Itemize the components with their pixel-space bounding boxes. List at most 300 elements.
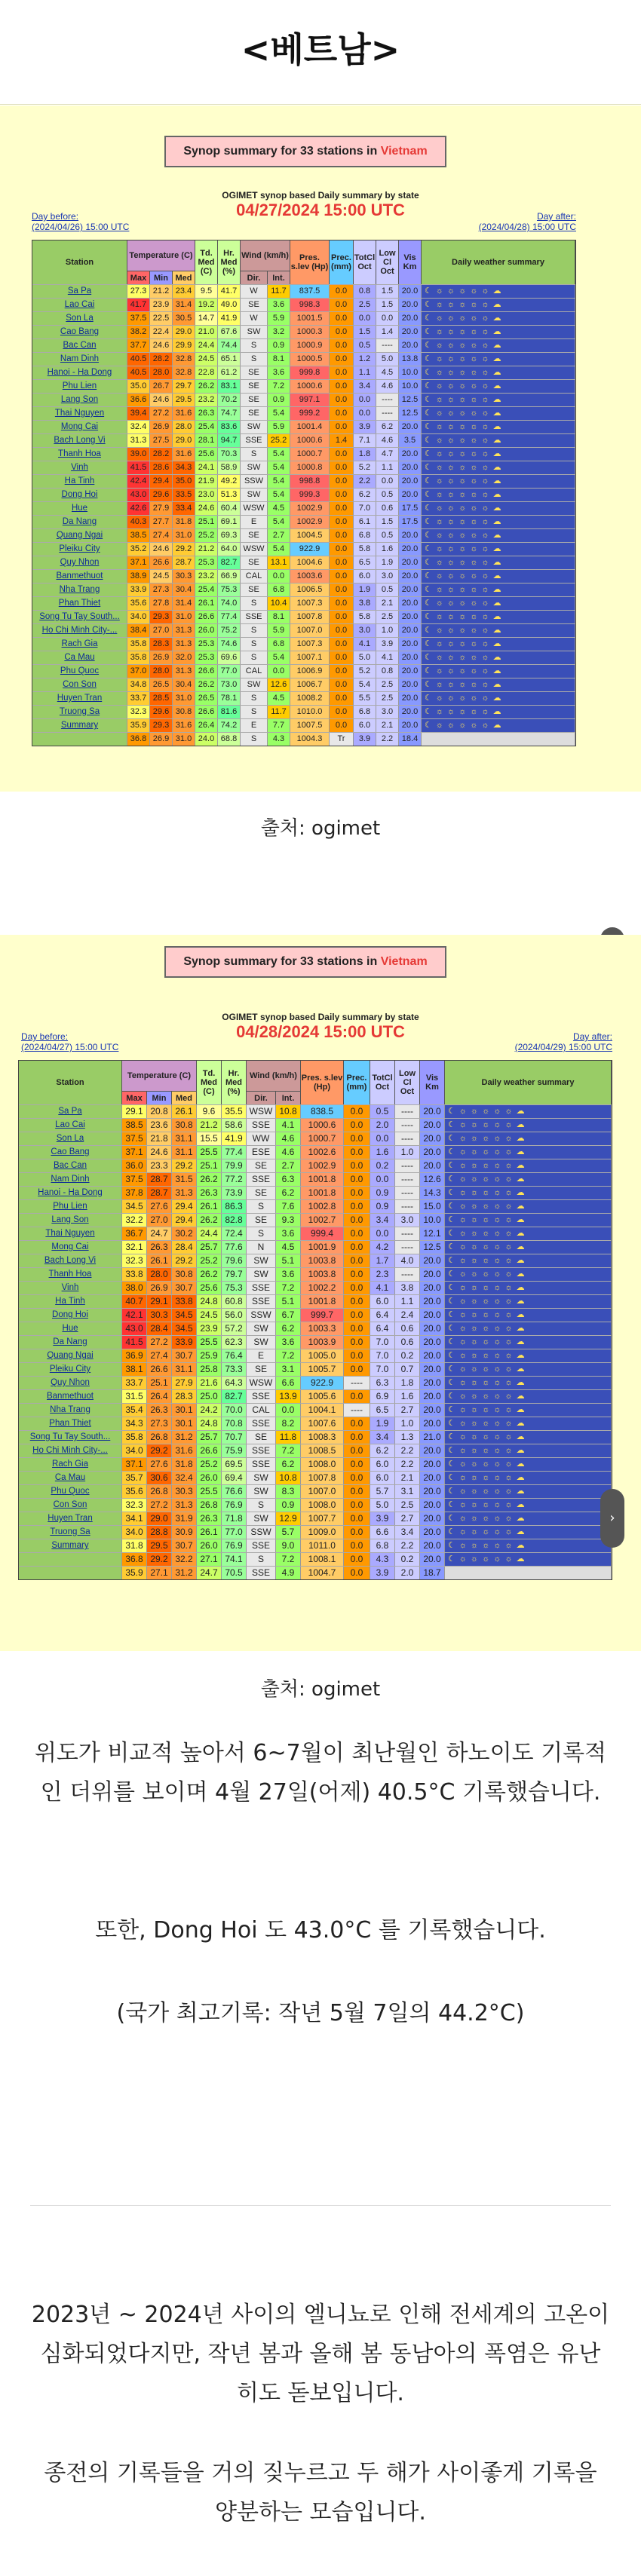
column-header-station: Station <box>19 1061 122 1104</box>
table-cell: 33.7 <box>127 692 150 705</box>
station-link[interactable]: Quang Ngai <box>32 529 127 542</box>
table-cell: 2.1 <box>395 1472 420 1484</box>
table-cell: S <box>241 624 268 637</box>
station-link[interactable]: Bach Long Vi <box>32 434 127 447</box>
station-link[interactable]: Thai Nguyen <box>19 1227 122 1240</box>
table-cell: 31.3 <box>127 434 150 447</box>
table-cell: 26.8 <box>147 1485 172 1498</box>
table-cell: 22.5 <box>150 312 173 325</box>
table-cell: 24.4 <box>195 339 218 352</box>
table-cell: 69.6 <box>218 651 241 664</box>
table-row <box>19 1159 612 1172</box>
station-link[interactable]: Lao Cai <box>32 299 127 311</box>
weather-summary-icons: ☾ ☼ ☼ ☼ ☼ ☼ ☁ <box>422 638 575 651</box>
table-cell: E <box>241 516 268 528</box>
table-cell: 28.7 <box>173 556 195 569</box>
table-cell: 0.0 <box>330 584 354 596</box>
table-cell: 4.5 <box>268 692 290 705</box>
station-link[interactable]: Nam Dinh <box>32 353 127 366</box>
station-link[interactable]: Ha Tinh <box>19 1295 122 1308</box>
table-cell: 20.0 <box>399 448 422 461</box>
station-link[interactable]: Nha Trang <box>19 1404 122 1417</box>
table-cell: 26.9 <box>150 733 173 746</box>
table-row <box>32 515 575 528</box>
station-link[interactable]: Phan Thiet <box>32 597 127 610</box>
table-cell: 34.0 <box>127 611 150 623</box>
station-link[interactable]: Con Son <box>19 1499 122 1512</box>
station-link[interactable]: Son La <box>19 1132 122 1145</box>
table-cell: 28.5 <box>150 692 173 705</box>
table-cell: SW <box>241 326 268 338</box>
table-cell: Tr <box>330 733 354 746</box>
table-cell: 69.4 <box>222 1472 247 1484</box>
table-cell: 27.1 <box>197 1553 222 1566</box>
table-cell: 35.8 <box>127 651 150 664</box>
table-cell: 20.0 <box>420 1512 445 1525</box>
station-link[interactable]: Dong Hoi <box>19 1309 122 1322</box>
table-cell: 21.6 <box>197 1377 222 1389</box>
table-row <box>19 1132 612 1145</box>
table-cell: 0.0 <box>344 1282 370 1294</box>
table-cell: 1.7 <box>370 1254 395 1267</box>
table-cell: 74.6 <box>218 638 241 651</box>
table-cell: 20.0 <box>399 285 422 298</box>
table-cell: 1008.1 <box>301 1553 344 1566</box>
table-cell: 25.8 <box>197 1363 222 1376</box>
station-link[interactable]: Phu Quoc <box>32 665 127 678</box>
table-cell: 23.3 <box>147 1159 172 1172</box>
table-cell: 76.9 <box>222 1539 247 1552</box>
station-link[interactable]: Phu Quoc <box>19 1485 122 1498</box>
scroll-handle-icon[interactable]: › <box>600 1489 624 1548</box>
table-cell: 5.8 <box>354 611 376 623</box>
weather-summary-icons: ☾ ☼ ☼ ☼ ☼ ☼ ☁ <box>422 339 575 352</box>
table-cell: 2.5 <box>376 611 399 623</box>
table-cell: SSW <box>241 475 268 488</box>
table-cell: 25.6 <box>197 1282 222 1294</box>
table-cell: 32.1 <box>122 1241 147 1254</box>
table-cell: 12.5 <box>420 1241 445 1254</box>
station-link[interactable] <box>19 1553 122 1566</box>
table-cell: SE <box>241 529 268 542</box>
station-link[interactable]: Con Son <box>32 678 127 691</box>
station-link[interactable]: Huyen Tran <box>19 1512 122 1525</box>
table-cell: 26.6 <box>195 665 218 678</box>
table-cell: 37.1 <box>122 1458 147 1471</box>
table-cell: 69.1 <box>218 516 241 528</box>
table-cell: 999.8 <box>290 366 330 379</box>
weather-summary-icons: ☾ ☼ ☼ ☼ ☼ ☼ ☁ <box>445 1390 612 1403</box>
day-after-link[interactable] <box>479 211 576 232</box>
table-cell: 4.5 <box>376 366 399 379</box>
table-cell: 1.1 <box>354 366 376 379</box>
table-cell: S <box>241 339 268 352</box>
table-cell: 30.3 <box>147 1309 172 1322</box>
table-cell: 11.7 <box>268 285 290 298</box>
table-cell: 5.2 <box>354 461 376 474</box>
station-link[interactable]: Lang Son <box>19 1214 122 1227</box>
table-cell: 3.5 <box>399 434 422 447</box>
table-cell: 33.5 <box>173 489 195 501</box>
table-cell: 49.0 <box>218 299 241 311</box>
table-cell: 26.4 <box>147 1390 172 1403</box>
table-cell: 33.9 <box>172 1336 197 1349</box>
table-cell: 14.3 <box>420 1187 445 1199</box>
station-link[interactable]: Vinh <box>19 1282 122 1294</box>
station-link[interactable]: Ca Mau <box>19 1472 122 1484</box>
table-cell: 30.4 <box>173 678 195 691</box>
table-cell: S <box>241 692 268 705</box>
station-link[interactable]: Bac Can <box>19 1159 122 1172</box>
table-cell: 23.9 <box>150 299 173 311</box>
station-link[interactable]: Da Nang <box>19 1336 122 1349</box>
table-cell: 12.6 <box>420 1173 445 1186</box>
table-cell: 26.3 <box>197 1187 222 1199</box>
station-link[interactable]: Mong Cai <box>19 1241 122 1254</box>
table-cell: 26.3 <box>147 1404 172 1417</box>
table-cell: 27.3 <box>147 1417 172 1430</box>
table-cell: 0.0 <box>330 380 354 393</box>
table-cell: 4.2 <box>370 1241 395 1254</box>
station-link[interactable]: Summary <box>32 719 127 732</box>
table-cell: 25.2 <box>197 1254 222 1267</box>
table-cell: 1000.6 <box>301 1119 344 1132</box>
table-row <box>19 1471 612 1484</box>
station-link[interactable]: Ha Tinh <box>32 475 127 488</box>
table-cell: 29.7 <box>173 380 195 393</box>
table-row <box>32 284 575 298</box>
table-cell: 38.4 <box>127 624 150 637</box>
table-cell: 27.2 <box>147 1499 172 1512</box>
table-cell: 3.6 <box>276 1336 301 1349</box>
table-cell: 26.2 <box>197 1268 222 1281</box>
station-link[interactable]: Banmethuot <box>19 1390 122 1403</box>
weather-summary-icons: ☾ ☼ ☼ ☼ ☼ ☼ ☁ <box>422 448 575 461</box>
table-cell: 1.4 <box>376 326 399 338</box>
station-link[interactable]: Thanh Hoa <box>32 448 127 461</box>
weather-summary-icons: ☾ ☼ ☼ ☼ ☼ ☼ ☁ <box>422 461 575 474</box>
table-cell: 33.9 <box>127 584 150 596</box>
table-cell: 20.0 <box>420 1417 445 1430</box>
table-cell: 74.1 <box>222 1553 247 1566</box>
station-link[interactable]: Vinh <box>32 461 127 474</box>
station-link[interactable]: Hanoi - Ha Dong <box>19 1187 122 1199</box>
table-row <box>32 637 575 651</box>
column-header-dir: Dir. <box>247 1091 276 1104</box>
table-row <box>19 1281 612 1294</box>
table-cell: 27.1 <box>147 1567 172 1579</box>
table-cell: 7.6 <box>276 1200 301 1213</box>
station-link[interactable]: Da Nang <box>32 516 127 528</box>
table-cell: 1003.8 <box>301 1268 344 1281</box>
station-link[interactable]: Quy Nhon <box>32 556 127 569</box>
day-before-link[interactable] <box>32 211 129 232</box>
table-cell: 83.6 <box>218 421 241 433</box>
table-cell: 34.1 <box>122 1512 147 1525</box>
table-cell: 70.7 <box>222 1431 247 1444</box>
table-cell: 18.4 <box>399 733 422 746</box>
station-link[interactable]: Bac Can <box>32 339 127 352</box>
table-cell: 77.6 <box>222 1241 247 1254</box>
table-cell: 1005.6 <box>301 1390 344 1403</box>
weather-summary-icons: ☾ ☼ ☼ ☼ ☼ ☼ ☁ <box>422 543 575 556</box>
station-link[interactable]: Hanoi - Ha Dong <box>32 366 127 379</box>
table-cell: SE <box>247 1159 276 1172</box>
table-cell: 40.5 <box>127 366 150 379</box>
table-cell: 0.0 <box>344 1526 370 1539</box>
table-cell: 1007.6 <box>301 1417 344 1430</box>
table-cell: SE <box>241 366 268 379</box>
station-link[interactable]: Phu Lien <box>19 1200 122 1213</box>
station-link[interactable]: Phan Thiet <box>19 1417 122 1430</box>
table-cell: 38.5 <box>127 529 150 542</box>
table-cell: 36.7 <box>122 1227 147 1240</box>
table-row <box>19 1417 612 1430</box>
table-cell: SE <box>241 556 268 569</box>
table-cell: 31.8 <box>122 1539 147 1552</box>
table-cell: 0.0 <box>344 1322 370 1335</box>
table-cell: 70.2 <box>218 394 241 406</box>
table-cell: 5.9 <box>268 624 290 637</box>
table-cell: 21.2 <box>197 1119 222 1132</box>
table-cell: 20.0 <box>420 1336 445 1349</box>
station-link[interactable]: Lang Son <box>32 394 127 406</box>
station-link[interactable]: Son La <box>32 312 127 325</box>
table-cell: 35.8 <box>122 1431 147 1444</box>
table-cell: ---- <box>344 1377 370 1389</box>
table-cell: 61.2 <box>218 366 241 379</box>
table-cell: 31.0 <box>173 529 195 542</box>
station-link[interactable]: Pleiku City <box>32 543 127 556</box>
table-cell: 34.5 <box>172 1322 197 1335</box>
table-cell: 26.1 <box>197 1526 222 1539</box>
table-cell: 1008.3 <box>301 1431 344 1444</box>
table-cell: 10.8 <box>276 1472 301 1484</box>
station-link[interactable]: Cao Bang <box>32 326 127 338</box>
table-cell: 3.0 <box>376 570 399 583</box>
table-cell: 0.2 <box>370 1159 395 1172</box>
table-cell: 7.0 <box>354 502 376 515</box>
table-cell: 0.0 <box>344 1390 370 1403</box>
table-row <box>19 1376 612 1389</box>
table-cell: 0.0 <box>330 529 354 542</box>
weather-summary-icons: ☾ ☼ ☼ ☼ ☼ ☼ ☁ <box>422 326 575 338</box>
weather-summary-icons: ☾ ☼ ☼ ☼ ☼ ☼ ☁ <box>422 611 575 623</box>
table-cell: 37.1 <box>122 1146 147 1159</box>
table-row <box>32 651 575 664</box>
station-link[interactable]: Phu Lien <box>32 380 127 393</box>
table-cell: 5.4 <box>354 678 376 691</box>
table-cell: 0.0 <box>344 1512 370 1525</box>
table-cell: 0.0 <box>330 678 354 691</box>
station-link[interactable]: Lao Cai <box>19 1119 122 1132</box>
table-cell: 4.6 <box>276 1146 301 1159</box>
table-row <box>32 528 575 542</box>
table-cell: 5.0 <box>354 651 376 664</box>
table-cell: 0.8 <box>376 665 399 678</box>
table-cell: 41.7 <box>218 285 241 298</box>
table-cell: 31.8 <box>172 1458 197 1471</box>
table-cell: 79.9 <box>222 1159 247 1172</box>
table-cell: 2.5 <box>376 692 399 705</box>
table-cell: 27.3 <box>127 285 150 298</box>
table-cell: 40.7 <box>122 1295 147 1308</box>
table-cell: 73.0 <box>218 678 241 691</box>
table-cell: 70.0 <box>222 1404 247 1417</box>
table-cell: 25.2 <box>197 1458 222 1471</box>
station-link[interactable]: Song Tu Tay South... <box>19 1431 122 1444</box>
table-cell: 0.0 <box>344 1499 370 1512</box>
day-before-link[interactable] <box>21 1031 118 1052</box>
table-cell: 12.6 <box>268 678 290 691</box>
table-cell: 0.0 <box>330 394 354 406</box>
table-row <box>19 1389 612 1403</box>
table-cell: 31.1 <box>172 1132 197 1145</box>
table-cell: 6.2 <box>376 421 399 433</box>
column-header-vis: Vis Km <box>420 1061 445 1104</box>
table-cell: 28.4 <box>172 1241 197 1254</box>
table-cell: 7.2 <box>276 1553 301 1566</box>
table-cell: 2.1 <box>376 597 399 610</box>
synop-panel <box>0 106 641 792</box>
table-cell: 10.8 <box>276 1105 301 1118</box>
table-cell: 35.4 <box>122 1404 147 1417</box>
table-cell: 1.5 <box>354 326 376 338</box>
station-link[interactable]: Truong Sa <box>32 706 127 718</box>
table-cell: 838.5 <box>301 1105 344 1118</box>
station-link[interactable]: Rach Gia <box>19 1458 122 1471</box>
table-cell: 76.6 <box>222 1485 247 1498</box>
table-cell: SW <box>247 1485 276 1498</box>
station-link[interactable]: Huyen Tran <box>32 692 127 705</box>
table-cell: 20.0 <box>399 529 422 542</box>
table-cell: 30.7 <box>172 1539 197 1552</box>
table-cell: 26.6 <box>195 706 218 718</box>
table-cell: 41.5 <box>127 461 150 474</box>
weather-summary-icons: ☾ ☼ ☼ ☼ ☼ ☼ ☁ <box>422 421 575 433</box>
table-cell: 0.9 <box>268 394 290 406</box>
table-row <box>32 501 575 515</box>
table-cell: 13.9 <box>276 1390 301 1403</box>
table-cell: 76.9 <box>222 1499 247 1512</box>
station-link[interactable]: Hue <box>19 1322 122 1335</box>
table-cell: 29.2 <box>172 1254 197 1267</box>
table-cell: 20.0 <box>399 556 422 569</box>
station-link[interactable]: Hue <box>32 502 127 515</box>
table-cell: 56.0 <box>222 1309 247 1322</box>
table-cell: 23.0 <box>195 489 218 501</box>
table-cell: 26.8 <box>197 1499 222 1512</box>
table-cell: 1007.5 <box>290 719 330 732</box>
station-link[interactable]: Rach Gia <box>32 638 127 651</box>
table-cell: 0.0 <box>330 556 354 569</box>
table-cell: 2.2 <box>395 1458 420 1471</box>
station-link[interactable]: Nha Trang <box>32 584 127 596</box>
table-cell: 0.0 <box>344 1146 370 1159</box>
table-cell: 31.1 <box>172 1146 197 1159</box>
table-cell: 35.9 <box>127 719 150 732</box>
station-link[interactable]: Ca Mau <box>32 651 127 664</box>
station-link[interactable]: Cao Bang <box>19 1146 122 1159</box>
table-cell: 78.1 <box>218 692 241 705</box>
synop-date: 04/27/2024 15:00 UTC <box>236 201 405 219</box>
station-link[interactable]: Bach Long Vi <box>19 1254 122 1267</box>
day-after-link[interactable] <box>515 1031 612 1052</box>
source-caption: 출처: ogimet <box>260 1678 381 1701</box>
table-cell: 35.0 <box>127 380 150 393</box>
table-cell: 6.4 <box>370 1309 395 1322</box>
table-cell: 6.3 <box>370 1377 395 1389</box>
table-cell: 3.6 <box>268 299 290 311</box>
table-row <box>19 1322 612 1335</box>
table-cell: WSW <box>247 1377 276 1389</box>
table-cell: 8.1 <box>268 353 290 366</box>
station-link[interactable]: Truong Sa <box>19 1526 122 1539</box>
station-link[interactable]: Quang Ngai <box>19 1349 122 1362</box>
station-link[interactable]: Pleiku City <box>19 1363 122 1376</box>
table-row <box>19 1227 612 1240</box>
station-link[interactable]: Sa Pa <box>19 1105 122 1118</box>
table-cell: 1.5 <box>376 299 399 311</box>
table-cell: 24.7 <box>147 1227 172 1240</box>
station-link[interactable]: Ho Chi Minh City-... <box>19 1444 122 1457</box>
station-link[interactable]: Quy Nhon <box>19 1377 122 1389</box>
station-link[interactable]: Ho Chi Minh City-... <box>32 624 127 637</box>
table-row <box>19 1349 612 1362</box>
table-cell: ---- <box>395 1187 420 1199</box>
table-row <box>19 1525 612 1539</box>
table-cell: 0.0 <box>330 312 354 325</box>
station-link[interactable]: Sa Pa <box>32 285 127 298</box>
table-cell: 27.9 <box>150 502 173 515</box>
table-cell: 1003.3 <box>301 1322 344 1335</box>
table-cell: 12.1 <box>420 1227 445 1240</box>
weather-summary-icons: ☾ ☼ ☼ ☼ ☼ ☼ ☁ <box>422 380 575 393</box>
table-cell: 27.6 <box>147 1200 172 1213</box>
station-link[interactable]: Mong Cai <box>32 421 127 433</box>
table-cell: S <box>241 448 268 461</box>
station-link[interactable]: Song Tu Tay South... <box>32 611 127 623</box>
station-link[interactable]: Nam Dinh <box>19 1173 122 1186</box>
station-link[interactable]: Thai Nguyen <box>32 407 127 420</box>
table-cell: SW <box>247 1336 276 1349</box>
table-cell: 33.4 <box>173 502 195 515</box>
station-link[interactable]: Summary <box>19 1539 122 1552</box>
table-cell: 32.4 <box>172 1472 197 1484</box>
table-cell: SSE <box>247 1417 276 1430</box>
table-cell: 37.5 <box>127 312 150 325</box>
table-cell: 1.0 <box>395 1146 420 1159</box>
table-cell: 3.2 <box>268 326 290 338</box>
station-link[interactable]: Dong Hoi <box>32 489 127 501</box>
weather-summary-icons: ☾ ☼ ☼ ☼ ☼ ☼ ☁ <box>422 407 575 420</box>
station-link[interactable]: Thanh Hoa <box>19 1268 122 1281</box>
table-cell: 26.2 <box>195 380 218 393</box>
divider <box>30 2205 611 2206</box>
table-cell: 37.8 <box>122 1187 147 1199</box>
table-cell: 2.1 <box>376 719 399 732</box>
table-cell: 75.9 <box>222 1444 247 1457</box>
station-link[interactable]: Banmethuot <box>32 570 127 583</box>
table-cell: 25.6 <box>195 448 218 461</box>
table-cell: 1.6 <box>370 1146 395 1159</box>
table-cell: WSW <box>247 1105 276 1118</box>
table-cell: 73.9 <box>222 1187 247 1199</box>
table-cell: 13.1 <box>268 556 290 569</box>
table-cell: 26.9 <box>150 651 173 664</box>
synop-panel <box>0 935 641 1651</box>
table-cell: 0.9 <box>370 1200 395 1213</box>
